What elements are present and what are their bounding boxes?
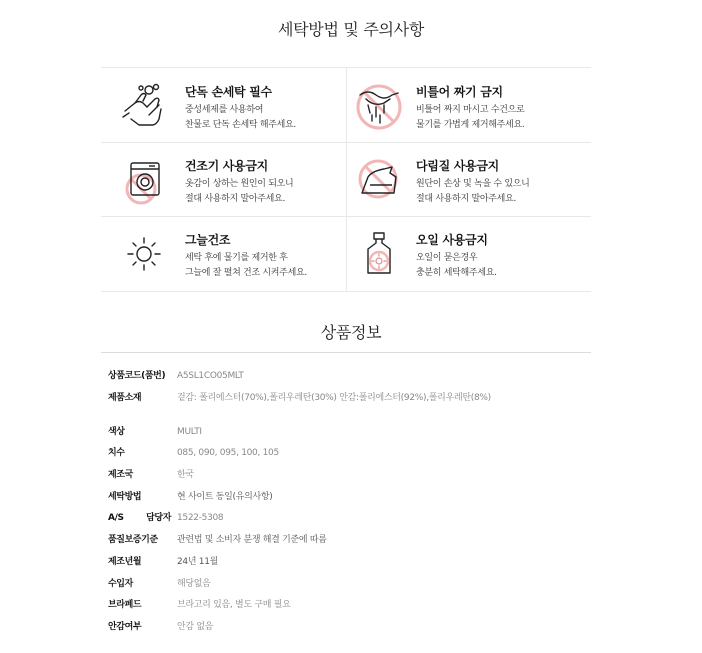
- no-oil-icon: [354, 229, 404, 279]
- info-label: 상품코드(품번): [108, 371, 166, 381]
- care-heading: 비틀어 짜기 금지: [416, 85, 503, 99]
- info-row-lining: [101, 616, 591, 638]
- care-description: 원단이 손상 및 녹을 수 있으니 절대 사용하지 말아주세요.: [416, 179, 530, 204]
- info-label: 색상: [108, 426, 125, 437]
- info-label: 품질보증기준: [108, 535, 158, 546]
- info-label: 제조년월: [108, 556, 142, 567]
- care-description: 비틀어 짜지 마시고 수건으로 물기를 가볍게 제거해주세요.: [416, 105, 525, 130]
- care-description: 옷감이 상하는 원인이 되오니 절대 사용하지 말아주세요.: [185, 179, 294, 204]
- care-item-hand-wash: [101, 68, 346, 143]
- info-row-country: [101, 464, 591, 486]
- care-heading: 다림질 사용금지: [416, 159, 499, 173]
- care-instructions-grid: [101, 67, 591, 291]
- product-info-title: 상품정보: [320, 323, 382, 342]
- hand-wash-icon: [119, 81, 169, 131]
- info-label: 제조국: [108, 470, 133, 481]
- info-value: 해당없음: [177, 578, 211, 589]
- info-row-wash-method: [101, 486, 591, 508]
- care-description: 세탁 후에 물기를 제거한 후 그늘에 잘 펼쳐 건조 시켜주세요.: [185, 253, 307, 278]
- no-iron-icon: [354, 155, 404, 205]
- info-row-bra-pad: [101, 594, 591, 616]
- care-heading: 오일 사용금지: [416, 233, 488, 247]
- info-label: 수입자: [108, 578, 133, 589]
- care-heading: 건조기 사용금지: [185, 159, 268, 173]
- care-item-no-dryer: [101, 142, 346, 217]
- info-label: 안감여부: [108, 621, 142, 632]
- info-value: 안감 없음: [177, 621, 214, 632]
- care-description: 오일이 묻은경우 충분히 세탁해주세요.: [416, 253, 497, 278]
- care-description: 중성세제를 사용하여 찬물로 단독 손세탁 해주세요.: [185, 105, 296, 130]
- care-item-no-oil: [346, 216, 591, 292]
- info-value: 24년 11월: [177, 556, 219, 567]
- info-label: 제품소재: [108, 392, 142, 403]
- info-row-material: [101, 387, 591, 421]
- info-row-as-contact: [101, 507, 591, 529]
- product-info-table: [101, 352, 591, 638]
- care-heading: 그늘건조: [185, 233, 231, 247]
- info-value: MULTI: [177, 426, 202, 437]
- info-label: A/S 담당자: [108, 513, 171, 524]
- info-label: 치수: [108, 448, 125, 459]
- care-item-no-iron: [346, 142, 591, 217]
- info-label: 세탁방법: [108, 491, 142, 502]
- info-label: 브라페드: [108, 600, 142, 611]
- care-heading: 단독 손세탁 필수: [185, 85, 272, 99]
- shade-dry-icon: [119, 229, 169, 279]
- info-value: 겉감: 폴리에스터(70%),폴리우레탄(30%) 안감:폴리에스터(92%),폴리우레탄(8%): [177, 392, 491, 403]
- info-row-quality-guarantee: [101, 529, 591, 551]
- info-row-color: [101, 421, 591, 443]
- info-value: 현 사이트 동일(유의사항): [177, 491, 273, 502]
- info-value: A5SL1CO05MLT: [177, 371, 244, 381]
- info-value: 브라고리 있음, 별도 구매 필요: [177, 600, 291, 611]
- info-row-product-code: [101, 365, 591, 387]
- info-value: 관련법 및 소비자 분쟁 해결 기준에 따름: [177, 535, 327, 546]
- care-item-shade-dry: [101, 216, 346, 292]
- care-section-title: 세탁방법 및 주의사항: [278, 20, 424, 39]
- no-wring-icon: [354, 81, 404, 131]
- info-value: 085, 090, 095, 100, 105: [177, 448, 279, 459]
- info-row-size: [101, 442, 591, 464]
- info-value: 한국: [177, 470, 194, 481]
- no-dryer-icon: [119, 155, 169, 205]
- care-item-no-wring: [346, 68, 591, 143]
- info-value: 1522-5308: [177, 513, 224, 524]
- info-row-manufacture-date: [101, 551, 591, 573]
- info-row-importer: [101, 573, 591, 595]
